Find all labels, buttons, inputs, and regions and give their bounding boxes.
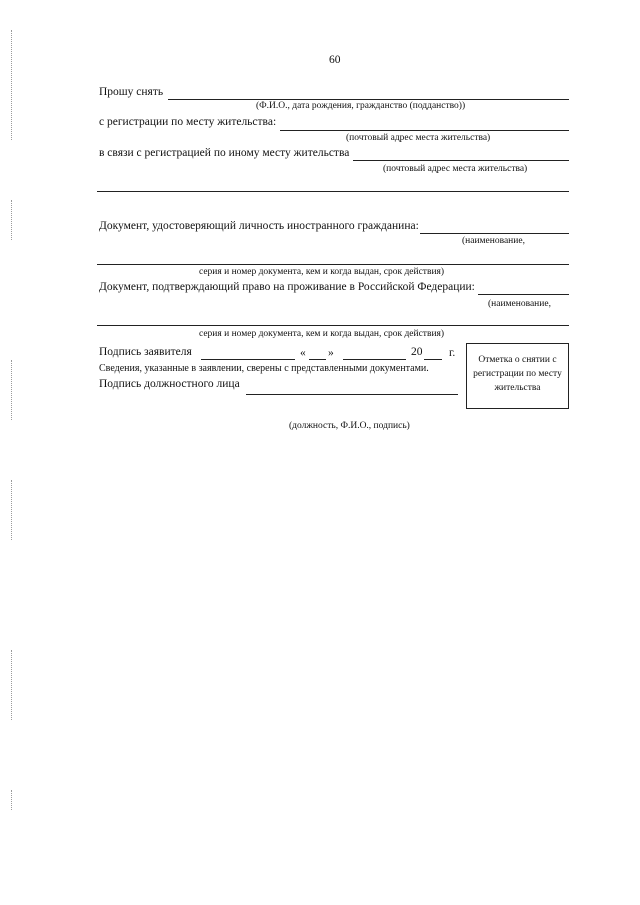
reg-new-address-field-extra[interactable]: [97, 191, 569, 192]
request-name-field[interactable]: [168, 99, 569, 100]
stamp-box-line: регистрации по месту: [473, 369, 562, 379]
verified-note: Сведения, указанные в заявлении, сверены с представленными документами.: [99, 363, 429, 374]
date-quote-open: «: [300, 347, 306, 359]
identity-doc-caption-name: (наименование,: [462, 236, 525, 246]
official-signature-label: Подпись должностного лица: [99, 378, 240, 390]
date-day-field[interactable]: [309, 359, 326, 360]
reg-from-caption: (почтовый адрес места жительства): [346, 133, 491, 143]
date-year-field[interactable]: [424, 359, 442, 360]
date-year-suffix: г.: [449, 347, 456, 359]
request-label: Прошу снять: [99, 86, 164, 98]
date-month-field[interactable]: [343, 359, 406, 360]
page-edge-mark: [11, 200, 12, 240]
identity-doc-details-field[interactable]: [97, 264, 569, 265]
page-edge-mark: [11, 360, 12, 420]
page-edge-mark: [11, 30, 12, 140]
reg-new-address-field[interactable]: [353, 160, 569, 161]
applicant-signature-label: Подпись заявителя: [99, 346, 192, 358]
residence-doc-details-field[interactable]: [97, 325, 569, 326]
residence-doc-caption-name: (наименование,: [488, 299, 551, 309]
deregistration-stamp-box: [466, 343, 569, 409]
official-signature-caption: (должность, Ф.И.О., подпись): [289, 421, 410, 431]
applicant-signature-field[interactable]: [201, 359, 295, 360]
residence-doc-label: Документ, подтверждающий право на проживание в Российской Федерации:: [99, 281, 475, 293]
stamp-box-line: Отметка о снятии с: [478, 355, 557, 365]
identity-doc-label: Документ, удостоверяющий личность иностранного гражданина:: [99, 220, 419, 232]
reg-new-label: в связи с регистрацией по иному месту жительства: [99, 147, 350, 159]
page-number: 60: [329, 54, 341, 66]
page-edge-mark: [11, 480, 12, 540]
date-quote-close: »: [328, 347, 334, 359]
reg-new-caption: (почтовый адрес места жительства): [383, 164, 528, 174]
identity-doc-name-field[interactable]: [420, 233, 569, 234]
official-signature-field[interactable]: [246, 394, 458, 395]
page-edge-mark: [11, 790, 12, 810]
residence-doc-caption-details: серия и номер документа, кем и когда выдан, срок действия): [199, 329, 445, 339]
residence-doc-name-field[interactable]: [478, 294, 569, 295]
date-year-prefix: 20: [411, 346, 423, 358]
request-caption: (Ф.И.О., дата рождения, гражданство (подданство)): [256, 101, 466, 111]
stamp-box-line: жительства: [494, 383, 541, 393]
identity-doc-caption-details: серия и номер документа, кем и когда выдан, срок действия): [199, 267, 445, 277]
page-edge-mark: [11, 650, 12, 720]
reg-from-address-field[interactable]: [280, 130, 569, 131]
reg-from-label: с регистрации по месту жительства:: [99, 116, 277, 128]
